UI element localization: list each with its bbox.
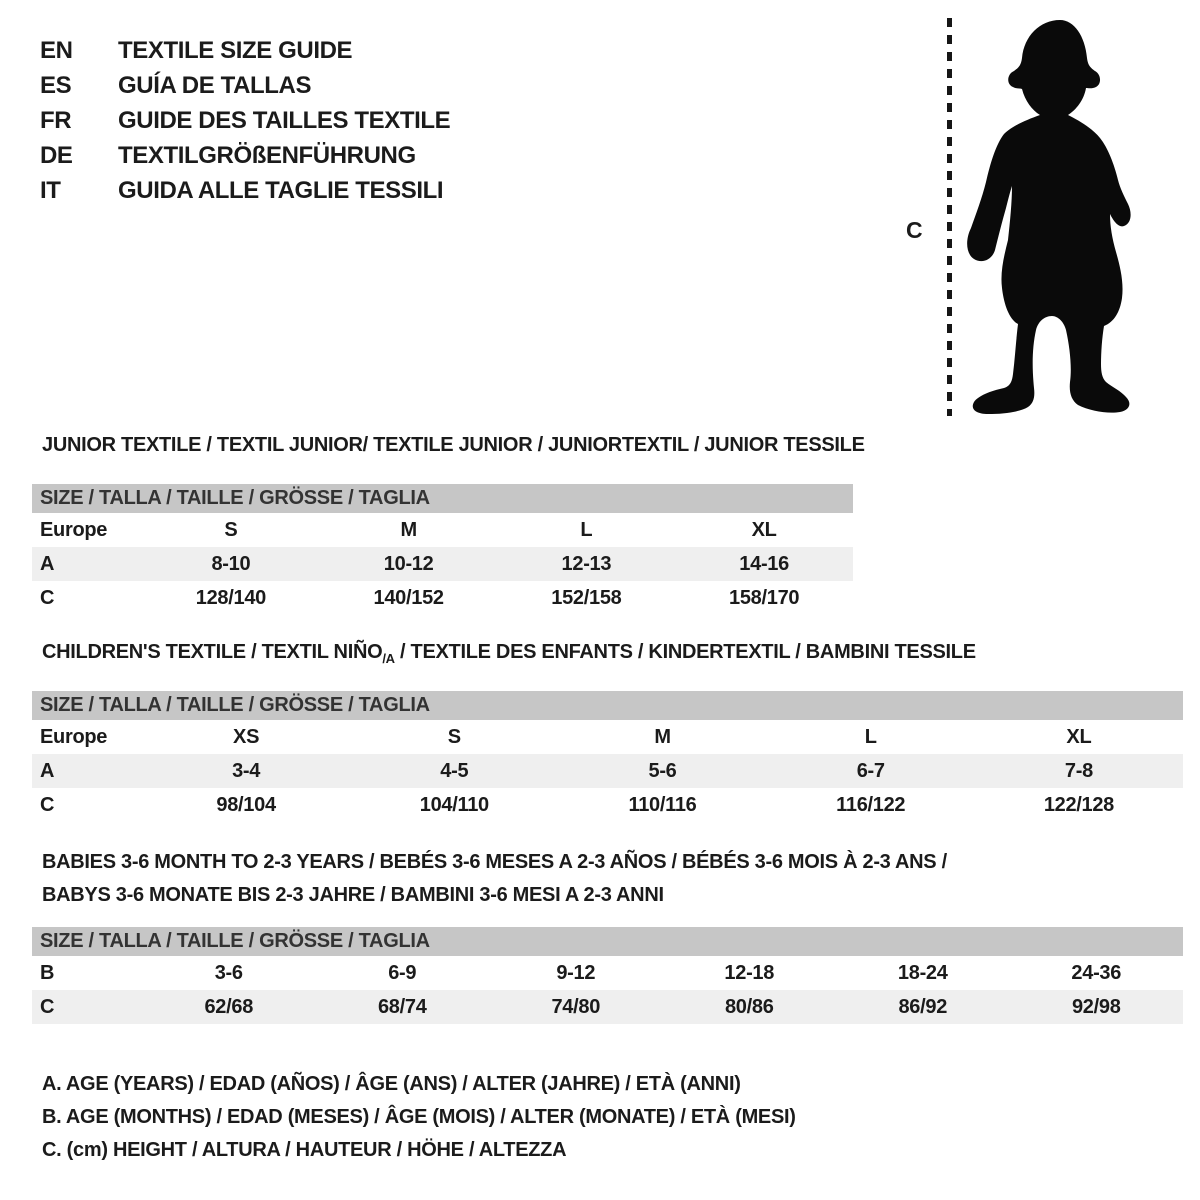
lang-title: GUÍA DE TALLAS	[118, 71, 312, 99]
height-cell: 122/128	[1043, 793, 1115, 816]
language-title-list	[40, 33, 450, 208]
legend-line-c: C. (cm) HEIGHT / ALTURA / HAUTEUR / HÖHE / ALTEZZA	[42, 1139, 567, 1161]
size-cell: M	[654, 725, 671, 748]
height-measure-dashed-line	[947, 18, 952, 416]
height-cell: 92/98	[1071, 995, 1121, 1018]
table-row-europe	[32, 513, 853, 547]
lang-code: DE	[40, 141, 73, 169]
height-cell: 80/86	[724, 995, 774, 1018]
months-cell: 12-18	[724, 961, 775, 984]
size-cell: XS	[233, 725, 260, 748]
lang-row-it	[40, 173, 450, 208]
height-cell: 104/110	[419, 793, 489, 816]
height-cell: 152/158	[551, 586, 622, 609]
height-cell: 98/104	[216, 793, 276, 816]
lang-title: TEXTILE SIZE GUIDE	[118, 36, 353, 64]
babies-title-line2: BABYS 3-6 MONATE BIS 2-3 JAHRE / BAMBINI 3-6 MESI A 2-3 ANNI	[42, 884, 664, 906]
size-cell: L	[580, 518, 593, 541]
size-cell: S	[224, 518, 238, 541]
row-label: C	[40, 793, 55, 816]
table-row-age	[32, 754, 1183, 788]
row-label: Europe	[40, 725, 108, 748]
height-cell: 116/122	[836, 793, 906, 816]
row-label: A	[40, 759, 55, 782]
age-cell: 12-13	[561, 552, 612, 575]
section-title-junior: JUNIOR TEXTILE / TEXTIL JUNIOR/ TEXTILE JUNIOR / JUNIORTEXTIL / JUNIOR TESSILE	[42, 434, 865, 456]
lang-row-es	[40, 68, 450, 103]
height-cell: 74/80	[551, 995, 601, 1018]
height-cell: 110/116	[628, 793, 697, 816]
lang-code: FR	[40, 106, 72, 134]
months-cell: 18-24	[897, 961, 948, 984]
title-pre: CHILDREN'S TEXTILE / TEXTIL NIÑO	[42, 641, 383, 663]
title-post: / TEXTILE DES ENFANTS / KINDERTEXTIL / BAMBINI TESSILE	[394, 641, 976, 663]
age-cell: 10-12	[383, 552, 434, 575]
lang-row-fr	[40, 103, 450, 138]
toddler-silhouette-image	[960, 16, 1150, 416]
size-cell: XL	[751, 518, 777, 541]
lang-title: GUIDE DES TAILLES TEXTILE	[118, 106, 451, 134]
age-cell: 4-5	[440, 759, 469, 782]
lang-title: TEXTILGRÖßENFÜHRUNG	[118, 141, 416, 169]
height-cell: 68/74	[377, 995, 427, 1018]
size-cell: L	[864, 725, 877, 748]
lang-code: EN	[40, 36, 73, 64]
months-cell: 6-9	[388, 961, 417, 984]
legend-line-b: B. AGE (MONTHS) / EDAD (MESES) / ÂGE (MOIS) / ALTER (MONATE) / ETÀ (MESI)	[42, 1106, 796, 1128]
size-cell: XL	[1066, 725, 1092, 748]
table-row-europe	[32, 720, 1183, 754]
size-header-band: SIZE / TALLA / TAILLE / GRÖSSE / TAGLIA	[32, 691, 1183, 720]
lang-code: ES	[40, 71, 72, 99]
age-cell: 5-6	[648, 759, 677, 782]
size-cell: M	[400, 518, 417, 541]
lang-code: IT	[40, 176, 61, 204]
age-cell: 3-4	[232, 759, 261, 782]
children-size-table	[32, 691, 1183, 822]
section-title-children	[42, 641, 976, 666]
lang-title: GUIDA ALLE TAGLIE TESSILI	[118, 176, 444, 204]
legend-line-a: A. AGE (YEARS) / EDAD (AÑOS) / ÂGE (ANS) / ALTER (JAHRE) / ETÀ (ANNI)	[42, 1073, 741, 1095]
row-label: A	[40, 552, 55, 575]
table-row-months	[32, 956, 1183, 990]
row-label: Europe	[40, 518, 108, 541]
height-cell: 62/68	[204, 995, 254, 1018]
section-title-babies	[42, 846, 947, 912]
size-cell: S	[447, 725, 461, 748]
size-header-band: SIZE / TALLA / TAILLE / GRÖSSE / TAGLIA	[32, 927, 1183, 956]
months-cell: 3-6	[214, 961, 243, 984]
months-cell: 9-12	[556, 961, 596, 984]
lang-row-en	[40, 33, 450, 68]
table-row-age	[32, 547, 853, 581]
junior-size-table	[32, 484, 853, 615]
table-row-height	[32, 581, 853, 615]
row-label: C	[40, 995, 55, 1018]
table-row-height	[32, 990, 1183, 1024]
height-cell: 140/152	[373, 586, 444, 609]
height-measure-label: C	[906, 217, 923, 243]
height-cell: 158/170	[729, 586, 800, 609]
table-row-height	[32, 788, 1183, 822]
size-header-band: SIZE / TALLA / TAILLE / GRÖSSE / TAGLIA	[32, 484, 853, 513]
age-cell: 14-16	[739, 552, 789, 575]
age-cell: 8-10	[211, 552, 251, 575]
lang-row-de	[40, 138, 450, 173]
babies-title-line1: BABIES 3-6 MONTH TO 2-3 YEARS / BEBÉS 3-6 MESES A 2-3 AÑOS / BÉBÉS 3-6 MOIS À 2-3 ANS /	[42, 851, 947, 873]
legend	[42, 1068, 796, 1167]
age-cell: 7-8	[1064, 759, 1093, 782]
row-label: B	[40, 961, 55, 984]
height-cell: 128/140	[195, 586, 266, 609]
row-label: C	[40, 586, 55, 609]
babies-size-table	[32, 927, 1183, 1024]
age-cell: 6-7	[856, 759, 885, 782]
title-subscript: /A	[382, 651, 395, 666]
months-cell: 24-36	[1071, 961, 1122, 984]
height-cell: 86/92	[898, 995, 948, 1018]
